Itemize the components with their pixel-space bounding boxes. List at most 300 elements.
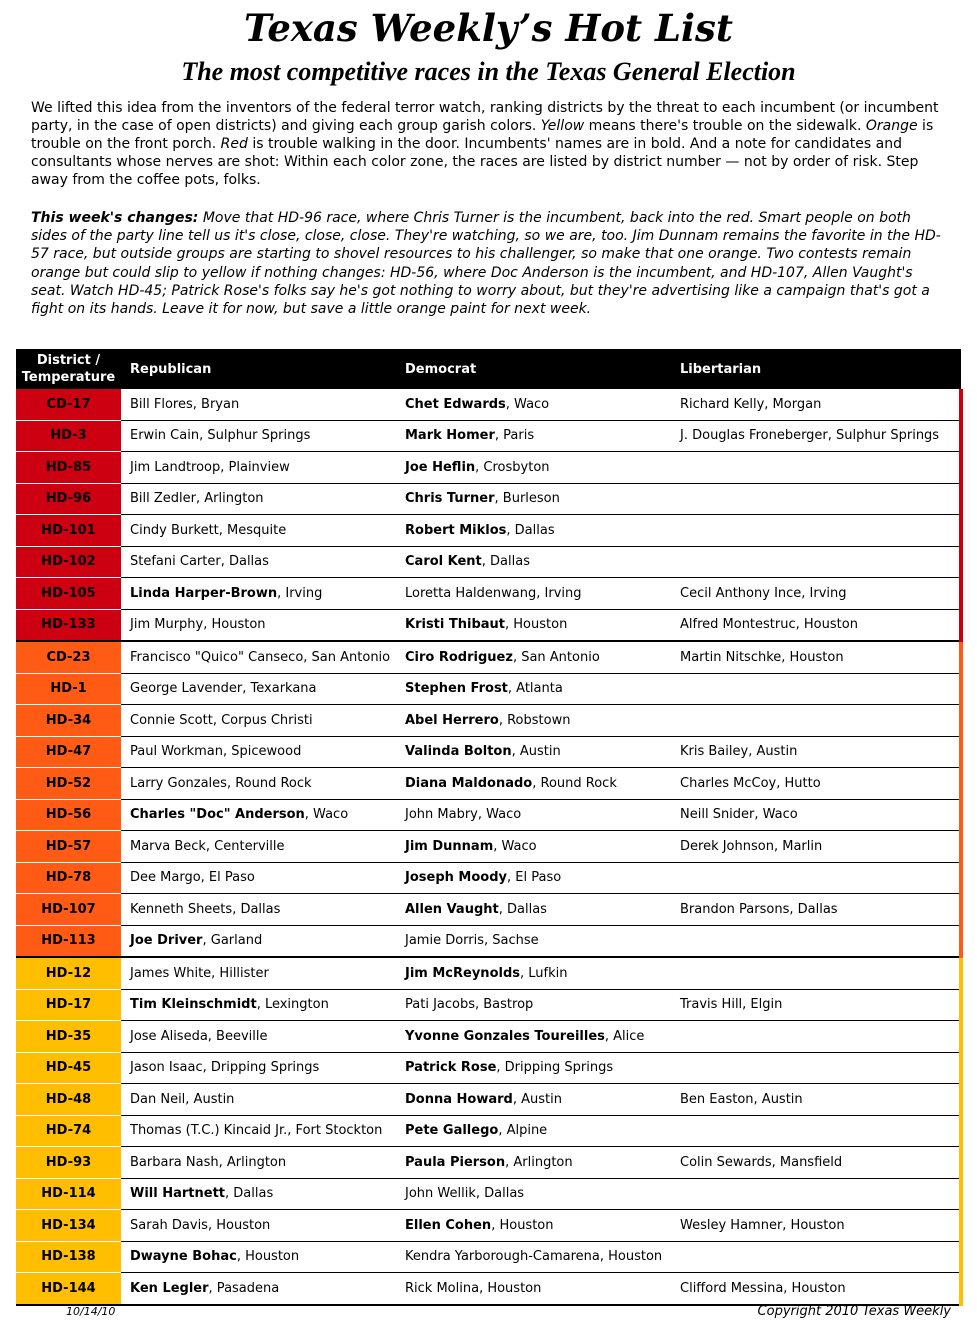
- candidate-name: Paula Pierson: [405, 1154, 506, 1170]
- republican-cell: [121, 673, 396, 705]
- candidate-city: , Sachse: [484, 933, 539, 949]
- district-cell: HD-114: [16, 1178, 121, 1210]
- candidate-city: , Waco: [477, 807, 522, 823]
- hot-list-table-container: [16, 349, 961, 1306]
- candidate-name: Martin Nitschke: [680, 649, 782, 665]
- candidate-name: Robert Miklos: [405, 522, 507, 538]
- candidate-city: , Houston: [236, 1249, 300, 1265]
- table-row: [16, 1178, 961, 1210]
- candidate-name: Pati Jacobs: [405, 997, 475, 1013]
- republican-cell: [121, 957, 396, 989]
- candidate-name: John Mabry: [405, 807, 478, 823]
- republican-cell: [121, 799, 396, 831]
- changes-paragraph: [31, 209, 951, 318]
- district-cell: HD-45: [16, 1052, 121, 1084]
- candidate-name: Kris Bailey: [680, 744, 749, 760]
- libertarian-cell: [671, 609, 961, 641]
- democrat-cell: [396, 546, 671, 578]
- candidate-city: , San Antonio: [512, 649, 600, 665]
- table-row: [16, 483, 961, 515]
- table-row: [16, 925, 961, 957]
- democrat-cell: [396, 1147, 671, 1179]
- candidate-city: , Houston: [505, 617, 568, 633]
- democrat-cell: [396, 420, 671, 452]
- democrat-cell: [396, 989, 671, 1021]
- district-cell: HD-78: [16, 862, 121, 894]
- candidate-name: Allen Vaught: [405, 901, 499, 917]
- candidate-name: Bill Flores: [130, 396, 193, 412]
- candidate-name: Dee Margo: [130, 870, 201, 886]
- candidate-name: Richard Kelly: [680, 396, 765, 412]
- democrat-cell: [396, 957, 671, 989]
- candidate-city: , Marlin: [773, 838, 823, 854]
- republican-cell: [121, 578, 396, 610]
- changes-text: Move that HD-96 race, where Chris Turner is the incumbent, back into the red. Smart people on both sides of the party line tell us it's close, close, close. They're watching, so we are, too. Jim Dunnam remains the favorite in the HD-57 race, but outside groups are starting to shovel resources to his challenger, so make that one orange. Two contests remain orange but could slip to yellow if nothing changes: HD-56, where Doc Anderson is the incumbent, and HD-107, Allen Vaught's seat. Watch HD-45; Patrick Rose's folks say he's got nothing to worry about, but they're advertising like a campaign that's got a fight on its hands. Leave it for now, but save a little orange paint for next week.: [31, 210, 941, 318]
- libertarian-cell: [671, 389, 961, 420]
- republican-cell: [121, 1241, 396, 1273]
- table-row: [16, 1115, 961, 1147]
- democrat-cell: [396, 389, 671, 420]
- candidate-city: , Hillister: [211, 965, 269, 981]
- header-district: [16, 349, 121, 389]
- intro-text: is trouble walking in the door. Incumbents' names are in bold. And a note for candidates and consultants whose nerves are shot: Within each color zone, the races are listed by district number — not by order of risk. Step away from the coffee pots, folks.: [31, 136, 919, 188]
- candidate-name: Jose Aliseda: [130, 1028, 208, 1044]
- democrat-cell: [396, 1273, 671, 1305]
- table-row: [16, 1021, 961, 1053]
- candidate-name: Kendra Yarborough-Camarena: [405, 1249, 600, 1265]
- candidate-name: Sarah Davis: [130, 1217, 208, 1233]
- district-cell: HD-93: [16, 1147, 121, 1179]
- intro-text: is trouble on the front porch.: [31, 118, 934, 152]
- district-cell: HD-107: [16, 894, 121, 926]
- candidate-city: , Austin: [511, 744, 561, 760]
- candidate-name: Jason Isaac: [130, 1060, 203, 1076]
- table-row: [16, 1147, 961, 1179]
- candidate-name: Paul Workman: [130, 744, 223, 760]
- democrat-cell: [396, 768, 671, 800]
- candidate-name: Dan Neil: [130, 1091, 186, 1107]
- candidate-city: , Houston: [783, 1280, 846, 1296]
- democrat-cell: [396, 1052, 671, 1084]
- candidate-city: , Round Rock: [532, 775, 617, 791]
- candidate-city: , Sulphur Springs: [199, 428, 311, 444]
- page-subtitle: The most competitive races in the Texas General Election: [181, 57, 796, 86]
- candidate-city: , Robstown: [498, 712, 571, 728]
- table-row: [16, 420, 961, 452]
- table-row: [16, 705, 961, 737]
- candidate-city: , Austin: [185, 1091, 235, 1107]
- table-row: [16, 389, 961, 420]
- table-row: [16, 768, 961, 800]
- table-row: [16, 1052, 961, 1084]
- libertarian-cell: [671, 483, 961, 515]
- democrat-cell: [396, 1210, 671, 1242]
- candidate-name: Alfred Montestruc: [680, 617, 796, 633]
- candidate-name: Yvonne Gonzales Toureilles: [405, 1028, 605, 1044]
- candidate-city: , Mesquite: [218, 522, 287, 538]
- table-row: [16, 736, 961, 768]
- candidate-name: Dwayne Bohac: [130, 1249, 237, 1265]
- candidate-city: , Round Rock: [226, 775, 312, 791]
- district-cell: HD-105: [16, 578, 121, 610]
- table-row: [16, 1210, 961, 1242]
- democrat-cell: [396, 831, 671, 863]
- candidate-city: , Texarkana: [242, 681, 317, 697]
- table-header: [16, 349, 961, 389]
- district-cell: HD-138: [16, 1241, 121, 1273]
- publication-date: 10/14/10: [66, 1305, 116, 1318]
- candidate-city: , Elgin: [742, 997, 783, 1013]
- candidate-city: , Dallas: [789, 901, 838, 917]
- candidate-city: , Houston: [795, 617, 858, 633]
- table-row: [16, 641, 961, 673]
- candidate-name: Kenneth Sheets: [130, 901, 233, 917]
- district-cell: HD-35: [16, 1021, 121, 1053]
- candidate-city: , Waco: [505, 396, 550, 412]
- candidate-name: Jim Murphy: [130, 617, 204, 633]
- candidate-name: Thomas (T.C.) Kincaid Jr.: [130, 1123, 288, 1139]
- candidate-city: , Austin: [512, 1091, 562, 1107]
- democrat-cell: [396, 609, 671, 641]
- candidate-name: Patrick Rose: [405, 1060, 497, 1076]
- libertarian-cell: [671, 452, 961, 484]
- candidate-name: Chet Edwards: [405, 396, 506, 412]
- republican-cell: [121, 609, 396, 641]
- candidate-city: , El Paso: [507, 870, 562, 886]
- republican-cell: [121, 1052, 396, 1084]
- candidate-name: Will Hartnett: [130, 1186, 226, 1202]
- candidate-city: , San Antonio: [303, 649, 391, 665]
- republican-cell: [121, 1147, 396, 1179]
- district-cell: HD-17: [16, 989, 121, 1021]
- district-cell: HD-56: [16, 799, 121, 831]
- candidate-city: , Garland: [202, 933, 263, 949]
- candidate-city: , Mansfield: [771, 1154, 843, 1170]
- candidate-name: Chris Turner: [405, 491, 495, 507]
- candidate-name: Jim Landtroop: [130, 459, 221, 475]
- table-row: [16, 989, 961, 1021]
- democrat-cell: [396, 1084, 671, 1116]
- candidate-city: , Dallas: [475, 1186, 525, 1202]
- candidate-name: Colin Sewards: [680, 1154, 772, 1170]
- candidate-name: Erwin Cain: [130, 428, 200, 444]
- candidate-name: Ciro Rodriguez: [405, 649, 513, 665]
- candidate-city: , Arlington: [196, 491, 264, 507]
- table-row: [16, 609, 961, 641]
- district-cell: HD-12: [16, 957, 121, 989]
- candidate-name: Pete Gallego: [405, 1123, 499, 1139]
- candidate-name: Ellen Cohen: [405, 1217, 492, 1233]
- header-district-line1: District /: [36, 353, 101, 368]
- libertarian-cell: [671, 1115, 961, 1147]
- red-label: Red: [220, 136, 248, 152]
- republican-cell: [121, 894, 396, 926]
- candidate-city: , Atlanta: [507, 681, 563, 697]
- candidate-name: Charles "Doc" Anderson: [130, 807, 305, 823]
- candidate-name: Ken Legler: [130, 1280, 209, 1296]
- libertarian-cell: [671, 1210, 961, 1242]
- republican-cell: [121, 515, 396, 547]
- candidate-name: Cindy Burkett: [130, 522, 219, 538]
- candidate-name: Connie Scott: [130, 712, 213, 728]
- democrat-cell: [396, 1115, 671, 1147]
- republican-cell: [121, 483, 396, 515]
- district-cell: HD-74: [16, 1115, 121, 1147]
- libertarian-cell: [671, 925, 961, 957]
- democrat-cell: [396, 925, 671, 957]
- democrat-cell: [396, 799, 671, 831]
- republican-cell: [121, 546, 396, 578]
- candidate-name: Barbara Nash: [130, 1154, 219, 1170]
- header-republican: Republican: [121, 349, 396, 389]
- democrat-cell: [396, 736, 671, 768]
- republican-cell: [121, 1084, 396, 1116]
- libertarian-cell: [671, 831, 961, 863]
- libertarian-cell: [671, 1021, 961, 1053]
- libertarian-cell: [671, 1147, 961, 1179]
- republican-cell: [121, 1210, 396, 1242]
- candidate-city: , Burleson: [494, 491, 560, 507]
- candidate-city: , Waco: [304, 807, 349, 823]
- intro-text: means there's trouble on the sidewalk.: [584, 118, 866, 134]
- candidate-name: Cecil Anthony Ince: [680, 585, 802, 601]
- candidate-city: , Alpine: [498, 1123, 548, 1139]
- candidate-name: James White: [130, 965, 212, 981]
- republican-cell: [121, 736, 396, 768]
- candidate-name: Marva Beck: [130, 838, 206, 854]
- table-row: [16, 831, 961, 863]
- candidate-name: Abel Herrero: [405, 712, 499, 728]
- candidate-city: , Houston: [782, 1217, 845, 1233]
- candidate-city: , Irving: [536, 585, 582, 601]
- candidate-city: , Dripping Springs: [202, 1060, 320, 1076]
- candidate-name: Tim Kleinschmidt: [130, 997, 257, 1013]
- candidate-city: , Spicewood: [223, 744, 302, 760]
- candidate-name: Jim Dunnam: [405, 838, 494, 854]
- district-cell: HD-144: [16, 1273, 121, 1305]
- libertarian-cell: [671, 420, 961, 452]
- table-row: [16, 515, 961, 547]
- candidate-city: , Houston: [491, 1217, 554, 1233]
- democrat-cell: [396, 578, 671, 610]
- republican-cell: [121, 1021, 396, 1053]
- copyright-notice: Copyright 2010 Texas Weekly: [757, 1304, 951, 1319]
- democrat-cell: [396, 1178, 671, 1210]
- district-cell: HD-101: [16, 515, 121, 547]
- candidate-city: , Lufkin: [520, 965, 568, 981]
- table-row: [16, 673, 961, 705]
- table-row: [16, 862, 961, 894]
- candidate-name: Stephen Frost: [405, 681, 508, 697]
- democrat-cell: [396, 705, 671, 737]
- table-row: [16, 1273, 961, 1305]
- candidate-name: Joe Driver: [130, 933, 203, 949]
- libertarian-cell: [671, 1084, 961, 1116]
- candidate-city: , Arlington: [218, 1154, 287, 1170]
- candidate-name: Linda Harper-Brown: [130, 585, 278, 601]
- table-row: [16, 957, 961, 989]
- district-cell: HD-134: [16, 1210, 121, 1242]
- libertarian-cell: [671, 1241, 961, 1273]
- republican-cell: [121, 862, 396, 894]
- candidate-name: Clifford Messina: [680, 1280, 784, 1296]
- candidate-name: Travis Hill: [680, 997, 743, 1013]
- candidate-city: , Bryan: [192, 396, 240, 412]
- candidate-name: John Wellik: [405, 1186, 476, 1202]
- candidate-name: J. Douglas Froneberger: [680, 428, 828, 444]
- header-district-line2: Temperature: [21, 370, 116, 385]
- header-libertarian: Libertarian: [671, 349, 961, 389]
- candidate-city: , Sulphur Springs: [827, 428, 940, 444]
- header-democrat: Democrat: [396, 349, 671, 389]
- republican-cell: [121, 831, 396, 863]
- candidate-city: , Houston: [479, 1280, 542, 1296]
- candidate-city: , Arlington: [505, 1154, 573, 1170]
- republican-cell: [121, 925, 396, 957]
- democrat-cell: [396, 452, 671, 484]
- district-cell: HD-47: [16, 736, 121, 768]
- table-row: [16, 578, 961, 610]
- libertarian-cell: [671, 989, 961, 1021]
- candidate-name: Ben Easton: [680, 1091, 754, 1107]
- district-cell: HD-52: [16, 768, 121, 800]
- candidate-city: , Fort Stockton: [287, 1123, 383, 1139]
- candidate-city: , Dallas: [220, 554, 269, 570]
- democrat-cell: [396, 641, 671, 673]
- table-row: [16, 799, 961, 831]
- district-cell: CD-17: [16, 389, 121, 420]
- candidate-city: , Houston: [781, 649, 844, 665]
- candidate-name: Francisco "Quico" Canseco: [130, 649, 304, 665]
- candidate-city: , Dallas: [506, 522, 555, 538]
- democrat-cell: [396, 673, 671, 705]
- republican-cell: [121, 989, 396, 1021]
- democrat-cell: [396, 1021, 671, 1053]
- candidate-name: Loretta Haldenwang: [405, 585, 537, 601]
- candidate-city: , Centerville: [205, 838, 285, 854]
- democrat-cell: [396, 483, 671, 515]
- candidate-city: , Paris: [494, 428, 535, 444]
- candidate-city: , Lexington: [256, 997, 329, 1013]
- district-cell: HD-48: [16, 1084, 121, 1116]
- candidate-city: , Alice: [604, 1028, 645, 1044]
- candidate-city: , Dallas: [498, 901, 547, 917]
- candidate-name: Mark Homer: [405, 428, 495, 444]
- candidate-city: , Pasadena: [208, 1280, 280, 1296]
- table-row: [16, 894, 961, 926]
- table-row: [16, 452, 961, 484]
- candidate-city: , Irving: [801, 585, 847, 601]
- republican-cell: [121, 705, 396, 737]
- district-cell: HD-96: [16, 483, 121, 515]
- district-cell: HD-3: [16, 420, 121, 452]
- libertarian-cell: [671, 673, 961, 705]
- district-cell: HD-57: [16, 831, 121, 863]
- republican-cell: [121, 768, 396, 800]
- candidate-city: , Dallas: [232, 901, 281, 917]
- libertarian-cell: [671, 894, 961, 926]
- candidate-city: , Beeville: [207, 1028, 268, 1044]
- candidate-name: George Lavender: [130, 681, 243, 697]
- intro-paragraph: [31, 99, 951, 189]
- district-cell: HD-102: [16, 546, 121, 578]
- district-cell: HD-1: [16, 673, 121, 705]
- libertarian-cell: [671, 546, 961, 578]
- candidate-city: , Waco: [493, 838, 537, 854]
- libertarian-cell: [671, 515, 961, 547]
- candidate-name: Jamie Dorris: [405, 933, 485, 949]
- libertarian-cell: [671, 957, 961, 989]
- candidate-name: Kristi Thibaut: [405, 617, 506, 633]
- candidate-city: , Crosbyton: [475, 459, 550, 475]
- candidate-city: , Bastrop: [475, 997, 534, 1013]
- libertarian-cell: [671, 768, 961, 800]
- democrat-cell: [396, 862, 671, 894]
- changes-lead: This week's changes:: [31, 210, 199, 226]
- republican-cell: [121, 420, 396, 452]
- district-cell: HD-113: [16, 925, 121, 957]
- candidate-name: Jim McReynolds: [405, 965, 520, 981]
- candidate-name: Derek Johnson: [680, 838, 774, 854]
- libertarian-cell: [671, 1273, 961, 1305]
- candidate-name: Donna Howard: [405, 1091, 513, 1107]
- candidate-name: Wesley Hamner: [680, 1217, 783, 1233]
- candidate-city: , El Paso: [200, 870, 255, 886]
- district-cell: HD-85: [16, 452, 121, 484]
- libertarian-cell: [671, 705, 961, 737]
- candidate-city: , Hutto: [776, 775, 821, 791]
- table-row: [16, 1241, 961, 1273]
- libertarian-cell: [671, 736, 961, 768]
- page-title: Texas Weekly’s Hot List: [244, 6, 733, 50]
- republican-cell: [121, 1273, 396, 1305]
- libertarian-cell: [671, 1052, 961, 1084]
- candidate-name: Carol Kent: [405, 554, 482, 570]
- candidate-name: Joe Heflin: [405, 459, 476, 475]
- orange-label: Orange: [865, 118, 918, 134]
- libertarian-cell: [671, 1178, 961, 1210]
- republican-cell: [121, 389, 396, 420]
- candidate-city: , Houston: [599, 1249, 663, 1265]
- democrat-cell: [396, 894, 671, 926]
- table-body: [16, 389, 961, 1305]
- candidate-city: , Corpus Christi: [212, 712, 313, 728]
- candidate-name: Neill Snider: [680, 807, 755, 823]
- republican-cell: [121, 1178, 396, 1210]
- intro-text: We lifted this idea from the inventors of the federal terror watch, ranking districts by the threat to each incumbent (or incumbent party, in the case of open districts) and giving each group garish colors.: [31, 100, 939, 134]
- candidate-city: , Dallas: [481, 554, 530, 570]
- candidate-name: Brandon Parsons: [680, 901, 790, 917]
- candidate-name: Rick Molina: [405, 1280, 480, 1296]
- yellow-label: Yellow: [540, 118, 585, 134]
- candidate-name: Charles McCoy: [680, 775, 777, 791]
- candidate-city: , Houston: [207, 1217, 271, 1233]
- hot-list-table: [16, 349, 963, 1306]
- district-cell: CD-23: [16, 641, 121, 673]
- candidate-city: , Plainview: [220, 459, 290, 475]
- candidate-city: , Austin: [753, 1091, 803, 1107]
- candidate-name: Valinda Bolton: [405, 744, 512, 760]
- candidate-name: Bill Zedler: [130, 491, 196, 507]
- libertarian-cell: [671, 799, 961, 831]
- candidate-name: Joseph Moody: [405, 870, 507, 886]
- democrat-cell: [396, 1241, 671, 1273]
- district-cell: HD-133: [16, 609, 121, 641]
- candidate-city: , Dallas: [225, 1186, 274, 1202]
- candidate-name: Larry Gonzales: [130, 775, 227, 791]
- candidate-city: , Morgan: [764, 396, 822, 412]
- libertarian-cell: [671, 578, 961, 610]
